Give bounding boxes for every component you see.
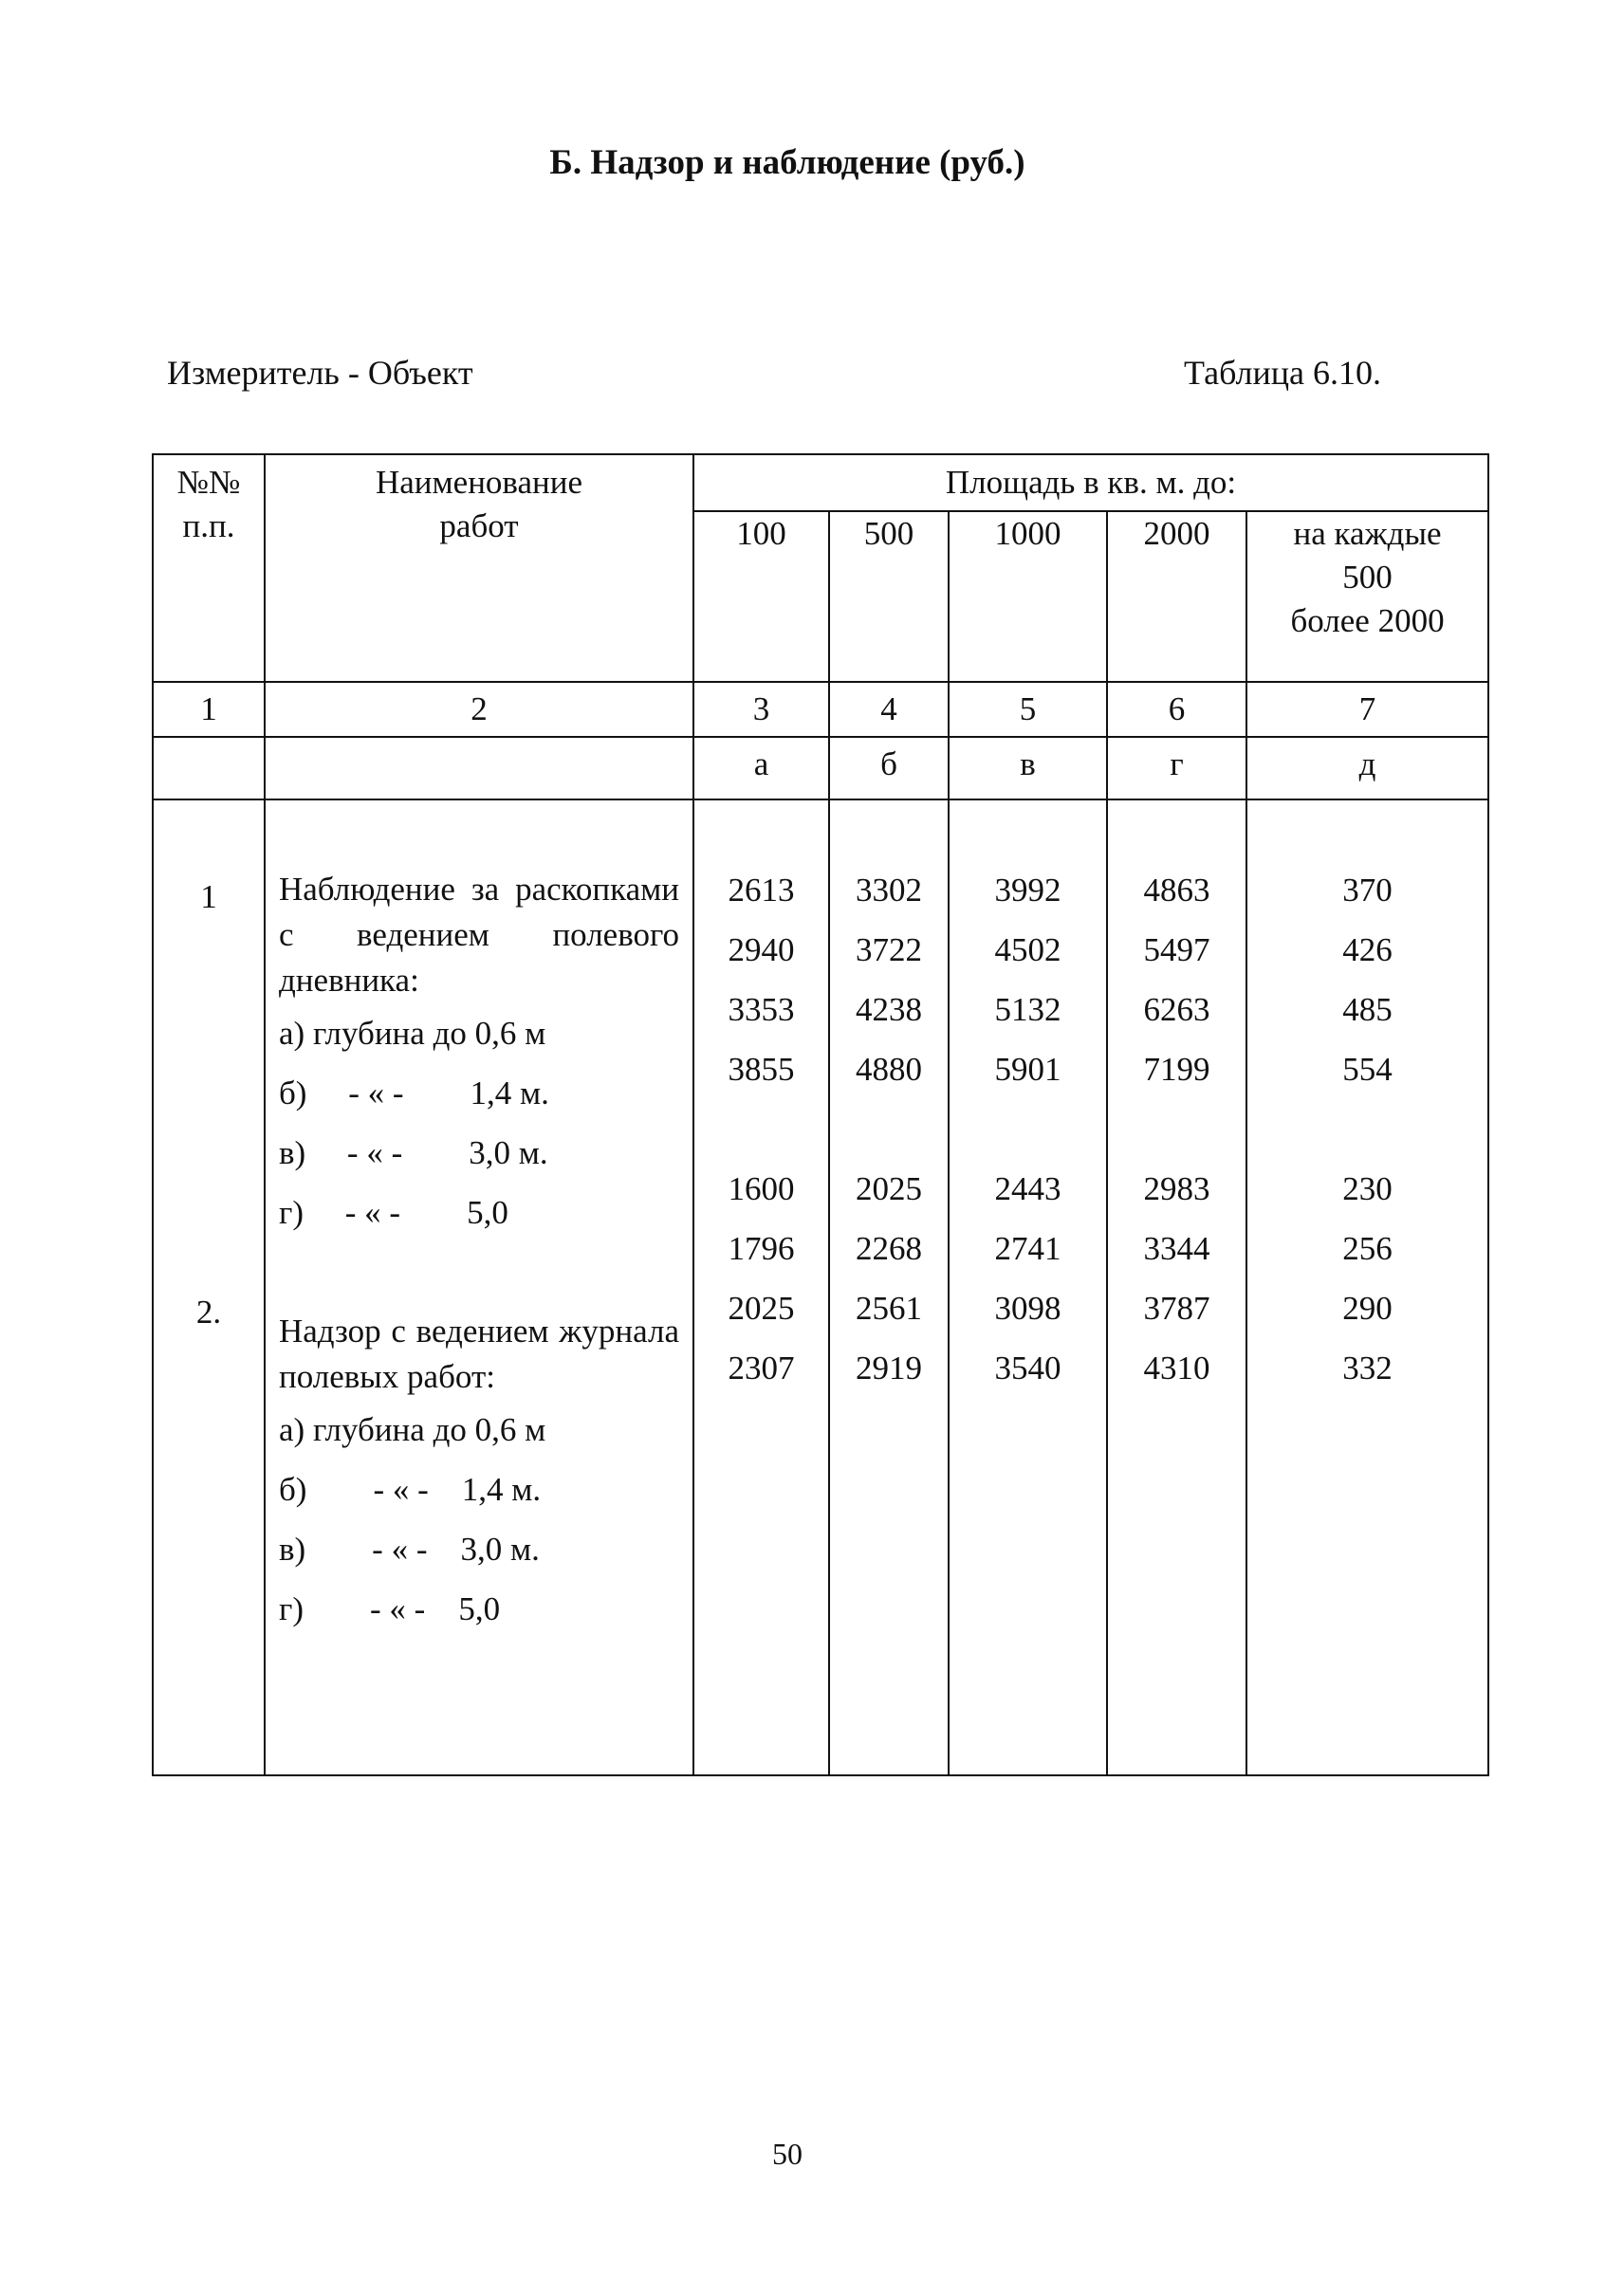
table-cell: 2919 — [856, 1350, 922, 1387]
row-label: б) - « - 1,4 м. — [279, 1471, 542, 1508]
table-cell: 4863 — [1143, 872, 1210, 909]
header-num-line1: №№ — [176, 464, 241, 501]
table-cell: 4310 — [1143, 1350, 1210, 1387]
table-cell: 1796 — [728, 1230, 795, 1267]
table-cell: 5901 — [994, 1051, 1061, 1088]
section-number: 2. — [195, 1294, 222, 1331]
col-number: 2 — [265, 682, 693, 737]
section-number: 1 — [200, 878, 217, 915]
header-last-line2: 500 — [1342, 559, 1393, 596]
table-cell: 3344 — [1143, 1230, 1210, 1267]
row-label: г) - « - 5,0 — [279, 1194, 508, 1231]
row-label: в) - « - 3,0 м. — [279, 1134, 548, 1171]
values-column-a — [693, 799, 829, 1775]
table-cell: 1600 — [728, 1170, 795, 1207]
table-cell: 2613 — [728, 872, 795, 909]
table-cell: 2983 — [1143, 1170, 1210, 1207]
col-number: 1 — [153, 682, 265, 737]
table-cell: 5497 — [1143, 931, 1210, 968]
section-title: Наблюдение за раскопками с ведением полевого дневника: — [279, 871, 679, 999]
col-number: 4 — [829, 682, 949, 737]
table-cell: 6263 — [1143, 991, 1210, 1028]
values-column-g — [1107, 799, 1246, 1775]
table-cell: 2561 — [856, 1290, 922, 1327]
header-col-1000: 1000 — [949, 511, 1107, 682]
table-cell: 5132 — [994, 991, 1061, 1028]
col-number: 7 — [1246, 682, 1488, 737]
table-cell: 2268 — [856, 1230, 922, 1267]
table-cell: 4880 — [856, 1051, 922, 1088]
empty-cell — [265, 737, 693, 799]
header-name-line2: работ — [439, 507, 519, 544]
page-number: 50 — [772, 2137, 803, 2171]
table-cell: 2025 — [856, 1170, 922, 1207]
col-letter: б — [829, 737, 949, 799]
table-cell: 3098 — [994, 1290, 1061, 1327]
table-cell: 332 — [1342, 1350, 1393, 1387]
header-col-500: 500 — [829, 511, 949, 682]
description-column — [265, 799, 693, 1775]
col-number: 5 — [949, 682, 1107, 737]
table-cell: 554 — [1342, 1051, 1393, 1088]
table-cell: 2940 — [728, 931, 795, 968]
column-letter-row — [153, 737, 1488, 799]
col-letter: а — [693, 737, 829, 799]
table-cell: 485 — [1342, 991, 1393, 1028]
row-label: б) - « - 1,4 м. — [279, 1075, 549, 1111]
table-label: Таблица 6.10. — [1184, 354, 1381, 392]
header-col-2000: 2000 — [1107, 511, 1246, 682]
section-number-column — [153, 799, 265, 1775]
header-row-1 — [153, 454, 1488, 511]
header-col-100: 100 — [693, 511, 829, 682]
price-table — [152, 453, 1489, 1776]
table-cell: 3353 — [728, 991, 795, 1028]
header-col-each-500 — [1246, 511, 1488, 682]
values-column-v — [949, 799, 1107, 1775]
table-cell: 230 — [1342, 1170, 1393, 1207]
table-cell: 290 — [1342, 1290, 1393, 1327]
measure-label: Измеритель - Объект — [167, 354, 473, 392]
table-cell: 3787 — [1143, 1290, 1210, 1327]
row-label: а) глубина до 0,6 м — [279, 1015, 546, 1052]
row-label: в) - « - 3,0 м. — [279, 1531, 540, 1568]
table-cell: 7199 — [1143, 1051, 1210, 1088]
empty-cell — [153, 737, 265, 799]
table-cell: 256 — [1342, 1230, 1393, 1267]
table-cell: 3855 — [728, 1051, 795, 1088]
table-cell: 2741 — [994, 1230, 1061, 1267]
table-cell: 2025 — [728, 1290, 795, 1327]
table-cell: 3540 — [994, 1350, 1061, 1387]
col-letter: в — [949, 737, 1107, 799]
table-cell: 3302 — [856, 872, 922, 909]
table-body-row — [153, 799, 1488, 1775]
header-num-line2: п.п. — [182, 507, 235, 544]
table-cell: 3992 — [994, 872, 1061, 909]
table-cell: 2443 — [994, 1170, 1061, 1207]
col-letter: г — [1107, 737, 1246, 799]
row-label: г) - « - 5,0 — [279, 1590, 501, 1627]
table-cell: 426 — [1342, 931, 1393, 968]
table-cell: 370 — [1342, 872, 1393, 909]
values-column-b — [829, 799, 949, 1775]
header-name-cell — [265, 454, 693, 682]
col-letter: д — [1246, 737, 1488, 799]
row-label: а) глубина до 0,6 м — [279, 1411, 546, 1448]
table-cell: 2307 — [728, 1350, 795, 1387]
table-cell: 3722 — [856, 931, 922, 968]
section-title: Надзор с ведением журнала полевых работ: — [279, 1313, 679, 1395]
header-name-line1: Наименование — [375, 464, 583, 501]
header-last-line3: более 2000 — [1290, 602, 1445, 639]
header-num-cell — [153, 454, 265, 682]
column-number-row — [153, 682, 1488, 737]
values-column-d — [1246, 799, 1488, 1775]
header-area-group: Площадь в кв. м. до: — [693, 454, 1488, 511]
page-title: Б. Надзор и наблюдение (руб.) — [549, 143, 1025, 182]
header-last-line1: на каждые — [1293, 515, 1442, 552]
table-cell: 4502 — [994, 931, 1061, 968]
col-number: 3 — [693, 682, 829, 737]
table-cell: 4238 — [856, 991, 922, 1028]
col-number: 6 — [1107, 682, 1246, 737]
